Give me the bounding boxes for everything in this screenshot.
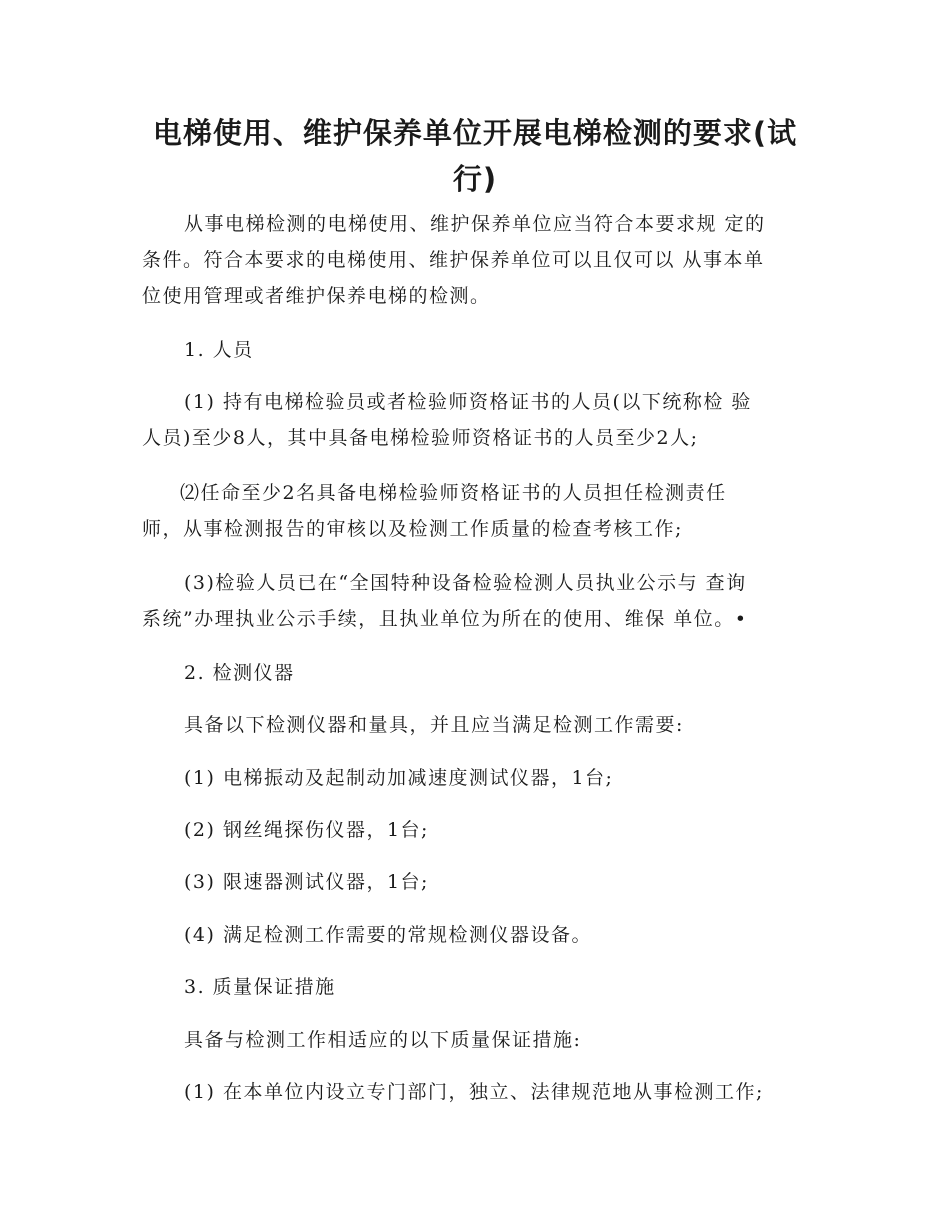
document-title	[140, 110, 810, 202]
section-3-lead: 具备与检测工作相适应的以下质量保证措施:	[184, 1029, 582, 1051]
section-2-item-1: (1) 电梯振动及起制动加减速度测试仪器，1台;	[184, 767, 614, 789]
section-1-item-3-line-1: (3)检验人员已在“全国特种设备检验检测人员执业公示与 查询	[184, 572, 747, 594]
section-3-heading: 3. 质量保证措施	[184, 976, 336, 998]
title-line-1: 电梯使用、维护保养单位开展电梯检测的要求(试	[152, 116, 798, 150]
section-1-item-2-line-1: ⑵任命至少2名具备电梯检验师资格证书的人员担任检测责任	[180, 482, 727, 504]
intro-line-2: 条件。符合本要求的电梯使用、维护保养单位可以且仅可以 从事本单	[142, 249, 765, 271]
section-2-lead: 具备以下检测仪器和量具，并且应当满足检测工作需要:	[184, 714, 684, 736]
section-2-item-2: (2) 钢丝绳探伤仪器，1台;	[184, 819, 429, 841]
intro-line-1: 从事电梯检测的电梯使用、维护保养单位应当符合本要求规 定的	[184, 213, 766, 235]
section-1-item-2-line-2: 师，从事检测报告的审核以及检测工作质量的检查考核工作;	[142, 518, 683, 540]
intro-paragraph	[142, 206, 812, 314]
section-2-item-3: (3) 限速器测试仪器，1台;	[184, 871, 429, 893]
title-line-2: 行)	[452, 162, 498, 196]
section-1-item-3	[142, 565, 812, 637]
section-1-heading: 1. 人员	[184, 339, 254, 361]
section-1-item-1-line-1: (1) 持有电梯检验员或者检验师资格证书的人员(以下统称检 验	[184, 391, 752, 413]
section-3-item-1: (1) 在本单位内设立专门部门，独立、法律规范地从事检测工作;	[184, 1081, 764, 1103]
section-1-item-1-line-2: 人员)至少8人，其中具备电梯检验师资格证书的人员至少2人;	[142, 427, 699, 449]
intro-line-3: 位使用管理或者维护保养电梯的检测。	[142, 285, 491, 307]
section-1-item-3-line-2: 系统”办理执业公示手续，且执业单位为所在的使用、维保 单位。•	[142, 608, 748, 630]
section-2-heading: 2. 检测仪器	[184, 662, 295, 684]
section-2-item-4: (4) 满足检测工作需要的常规检测仪器设备。	[184, 924, 592, 946]
section-1-item-2	[142, 475, 812, 547]
section-1-item-1	[142, 384, 812, 456]
